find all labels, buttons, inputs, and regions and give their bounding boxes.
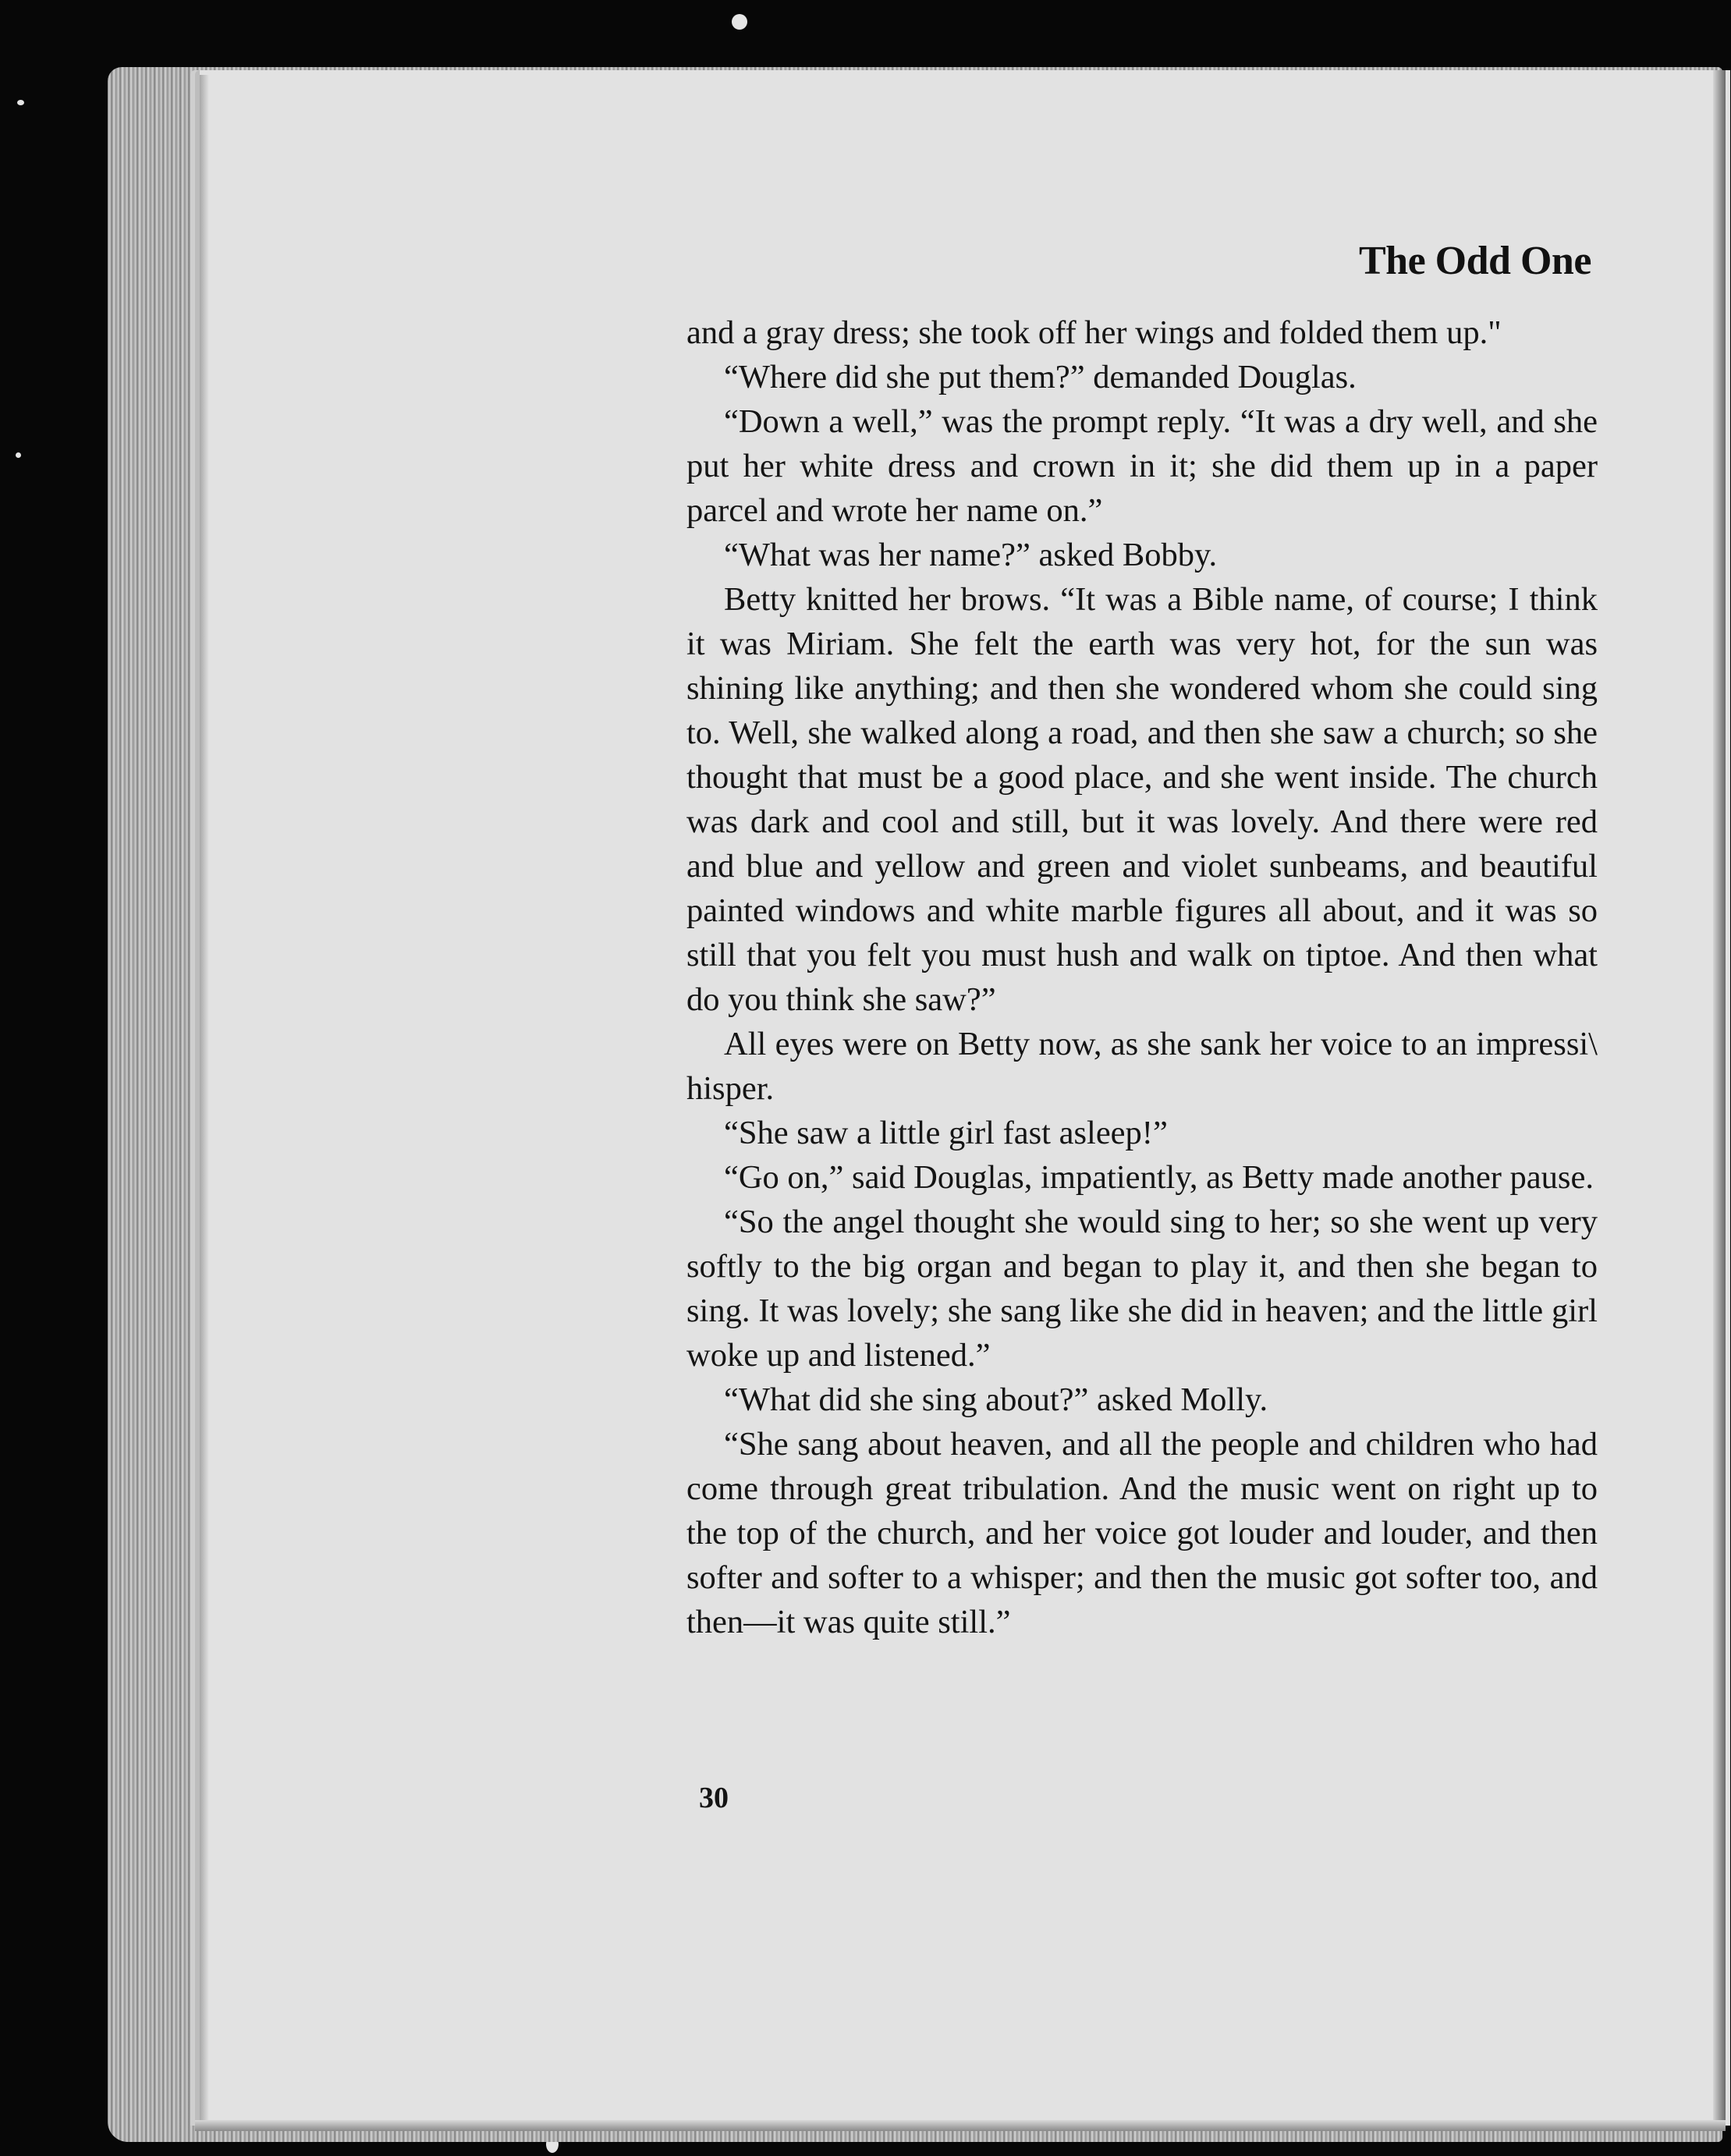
paragraph: “Where did she put them?” demanded Douglas. (724, 359, 1357, 395)
paragraph: “She sang about heaven, and all the people and children who had come through great tribulation. And the music went on right up to the top of the church, and her voice got louder and louder, and then softer and softer to a whisper; and then the music got softer too, and then—it was quite still.” (686, 1426, 1598, 1640)
page-number: 30 (699, 1782, 729, 1814)
paragraph: “What did she sing about?” asked Molly. (724, 1381, 1268, 1418)
dust-speck (17, 100, 24, 105)
gutter-shadow (200, 75, 209, 2122)
running-head: The Odd One (1359, 239, 1591, 283)
page-bottom-edge (195, 2120, 1726, 2131)
paragraph: and a gray dress; she took off her wings and folded them up." (686, 314, 1502, 351)
paragraph: Betty knitted her brows. “It was a Bible name, of course; I think it was Miriam. She felt the earth was very hot, for the sun was shining like anything; and then she wondered whom she could sing to. Well, she walked along a road, and then she saw a church; so she thought that must be a good place, and she went inside. The church was dark and cool and still, but it was lovely. And there were red and blue and yellow and green and violet sunbeams, and beautiful painted windows and white marble figures all about, and it was so still that you felt you must hush and walk on tiptoe. And then what do you think she saw?” (686, 581, 1598, 1018)
page-right-edge (1713, 70, 1726, 2129)
paragraph: All eyes were on Betty now, as she sank her voice to an impressi\ hisper. (686, 1026, 1598, 1107)
paragraph: “What was her name?” asked Bobby. (724, 537, 1218, 573)
paragraph: “So the angel thought she would sing to her; so she went up very softly to the big organ and began to play it, and then she began to sing. It was lovely; she sang like she did in heaven; and the little girl woke up and listened.” (686, 1204, 1598, 1374)
dust-speck (732, 14, 747, 30)
dust-speck (16, 452, 21, 458)
paragraph: “Down a well,” was the prompt reply. “It was a dry well, and she put her white dress and crown in it; she did them up in a paper parcel and wrote her name on.” (686, 403, 1598, 529)
paragraph: “She saw a little girl fast asleep!” (724, 1115, 1168, 1151)
paragraph: “Go on,” said Douglas, impatiently, as Betty made another pause. (724, 1159, 1594, 1196)
body-text (686, 310, 1598, 1644)
